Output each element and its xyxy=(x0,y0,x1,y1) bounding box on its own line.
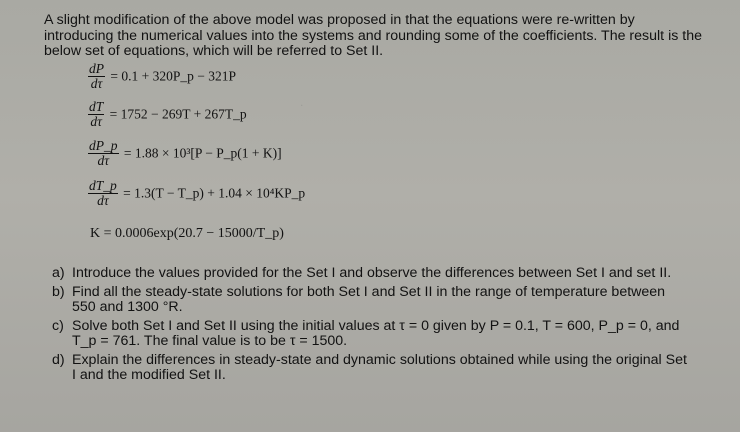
intro-paragraph: A slight modification of the above model was proposed in that the equations were re-written by introducing the numerical values into the systems and rounding some of the coefficients. The result is the below set of equations, which will be referred to Set II. xyxy=(44,12,702,59)
fraction-numerator: dP xyxy=(89,61,104,76)
fraction-numerator: dP_p xyxy=(89,138,118,153)
fraction-dtp xyxy=(88,179,118,208)
equation-k: K = 0.0006exp(20.7 − 15000/T_p) xyxy=(90,226,284,241)
question-marker: b) xyxy=(52,283,65,300)
equation-rhs: = 1752 − 269T + 267T_p xyxy=(109,106,247,122)
equation-dp xyxy=(88,62,236,91)
fraction-denominator: dτ xyxy=(90,76,103,91)
fraction-dpp xyxy=(88,139,119,168)
fraction-dp xyxy=(88,62,105,91)
fraction-numerator: dT_p xyxy=(89,178,117,193)
fraction-dt xyxy=(88,100,104,129)
show-through-text: . xyxy=(300,95,304,109)
question-text: Explain the differences in steady-state and dynamic solutions obtained while using the original Set I and the modified Set II. xyxy=(72,351,687,383)
equation-rhs: = 0.1 + 320P_p − 321P xyxy=(110,68,236,84)
question-item xyxy=(52,353,692,384)
equation-rhs: = 1.3(T − T_p) + 1.04 × 10⁴KP_p xyxy=(123,185,306,201)
question-text: Solve both Set I and Set II using the initial values at τ = 0 given by P = 0.1, T = 600, P_p = 0, and T_p = 761. The final value is to be τ = 1500. xyxy=(72,317,680,349)
equation-dt xyxy=(88,100,247,129)
question-text: Introduce the values provided for the Set I and observe the differences between Set I and set II. xyxy=(72,265,672,281)
equation-dpp xyxy=(88,139,282,168)
fraction-numerator: dT xyxy=(89,99,104,114)
equation-dtp xyxy=(88,179,305,208)
question-item xyxy=(52,319,692,350)
fraction-denominator: dτ xyxy=(90,114,102,129)
fraction-denominator: dτ xyxy=(97,193,109,208)
question-marker: c) xyxy=(52,317,64,334)
fraction-denominator: dτ xyxy=(97,153,110,168)
question-text: Find all the steady-state solutions for both Set I and Set II in the range of temperature between 550 and 1300 °R. xyxy=(72,283,666,315)
question-item xyxy=(52,285,692,316)
equation-rhs: = 1.88 × 10³[P − P_p(1 + K)] xyxy=(123,145,282,161)
question-item xyxy=(52,266,692,282)
question-marker: d) xyxy=(52,351,65,368)
question-marker: a) xyxy=(52,265,65,281)
question-list xyxy=(52,266,692,387)
